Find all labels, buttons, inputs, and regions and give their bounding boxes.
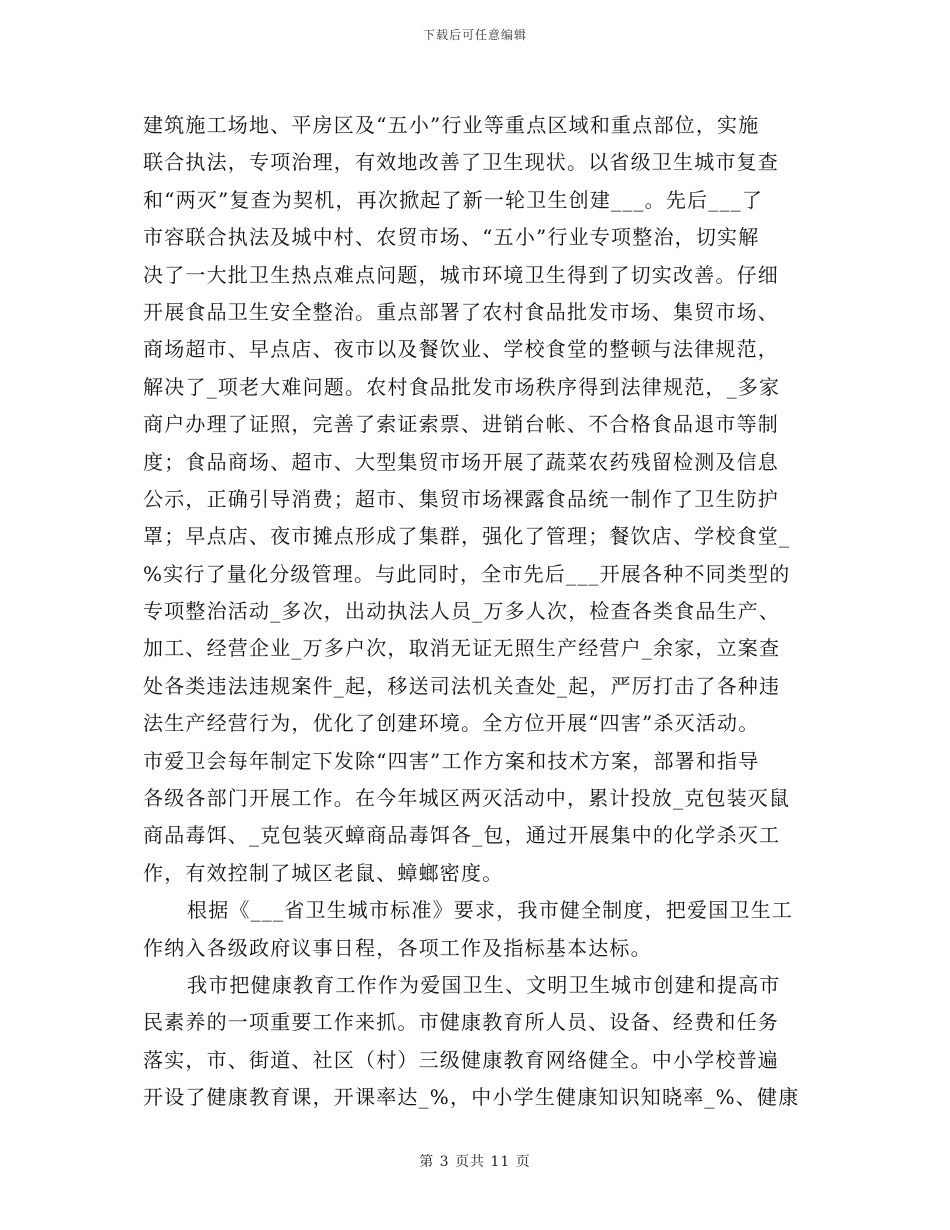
page-footer: 第 3 页共 11 页 bbox=[419, 1154, 531, 1170]
body-line: 市爱卫会每年制定下发除“四害”工作方案和技术方案，部署和指导 bbox=[143, 748, 760, 773]
body-line: 商场超市、早点店、夜市以及餐饮业、学校食堂的整顿与法律规范， bbox=[143, 337, 779, 362]
body-line-paragraph-start: 根据《___省卫生城市标准》要求，我市健全制度，把爱国卫生工 bbox=[187, 898, 793, 923]
page-header: 下载后可任意编辑 bbox=[422, 28, 527, 42]
body-line: 和“两灭”复查为契机，再次掀起了新一轮卫生创建___。先后___了 bbox=[143, 187, 764, 212]
body-line: 度；食品商场、超市、大型集贸市场开展了蔬菜农药残留检测及信息 bbox=[143, 449, 779, 474]
body-line: 落实，市、街道、社区（村）三级健康教育网络健全。中小学校普遍 bbox=[143, 1047, 779, 1072]
body-line: 决了一大批卫生热点难点问题，城市环境卫生得到了切实改善。仔细 bbox=[143, 262, 779, 287]
body-line: 开展食品卫生安全整治。重点部署了农村食品批发市场、集贸市场、 bbox=[143, 299, 779, 324]
body-line: 建筑施工场地、平房区及“五小”行业等重点区域和重点部位，实施 bbox=[143, 113, 760, 137]
body-line: 法生产经营行为，优化了创建环境。全方位开展“四害”杀灭活动。 bbox=[143, 711, 760, 736]
body-line: 各级各部门开展工作。在今年城区两灭活动中，累计投放_克包装灭鼠 bbox=[143, 786, 791, 811]
body-line: 处各类违法违规案件_起，移送司法机关查处_起，严厉打击了各种违 bbox=[143, 673, 781, 698]
body-line-paragraph-start: 我市把健康教育工作作为爱国卫生、文明卫生城市创建和提高市 bbox=[187, 972, 781, 997]
body-line: 解决了_项老大难问题。农村食品批发市场秩序得到法律规范，_多家 bbox=[143, 374, 781, 399]
body-line: 专项整治活动_多次，出动执法人员_万多人次，检查各类食品生产、 bbox=[143, 599, 781, 624]
body-line: %实行了量化分级管理。与此同时，全市先后___开展各种不同类型的 bbox=[143, 561, 791, 586]
body-line: 联合执法，专项治理，有效地改善了卫生现状。以省级卫生城市复查 bbox=[143, 150, 779, 175]
body-line: 商品毒饵、_克包装灭蟑商品毒饵各_包，通过开展集中的化学杀灭工 bbox=[143, 823, 781, 848]
body-line: 加工、经营企业_万多户次，取消无证无照生产经营户_余家，立案查 bbox=[143, 636, 781, 661]
body-line: 罩；早点店、夜市摊点形成了集群，强化了管理；餐饮店、学校食堂_ bbox=[143, 524, 791, 549]
body-line: 作，有效控制了城区老鼠、蟑螂密度。 bbox=[143, 860, 504, 885]
body-line: 市容联合执法及城中村、农贸市场、“五小”行业专项整治，切实解 bbox=[143, 225, 760, 250]
body-line: 开设了健康教育课，开课率达_%，中小学生健康知识知晓率_%、健康 bbox=[143, 1085, 800, 1110]
body-line: 商户办理了证照，完善了索证索票、进销台帐、不合格食品退市等制 bbox=[143, 412, 779, 437]
document-body bbox=[143, 107, 807, 1117]
body-line: 公示，正确引导消费；超市、集贸市场裸露食品统一制作了卫生防护 bbox=[143, 486, 779, 511]
body-line: 作纳入各级政府议事日程，各项工作及指标基本达标。 bbox=[143, 935, 652, 960]
body-line: 民素养的一项重要工作来抓。市健康教育所人员、设备、经费和任务 bbox=[143, 1010, 779, 1035]
